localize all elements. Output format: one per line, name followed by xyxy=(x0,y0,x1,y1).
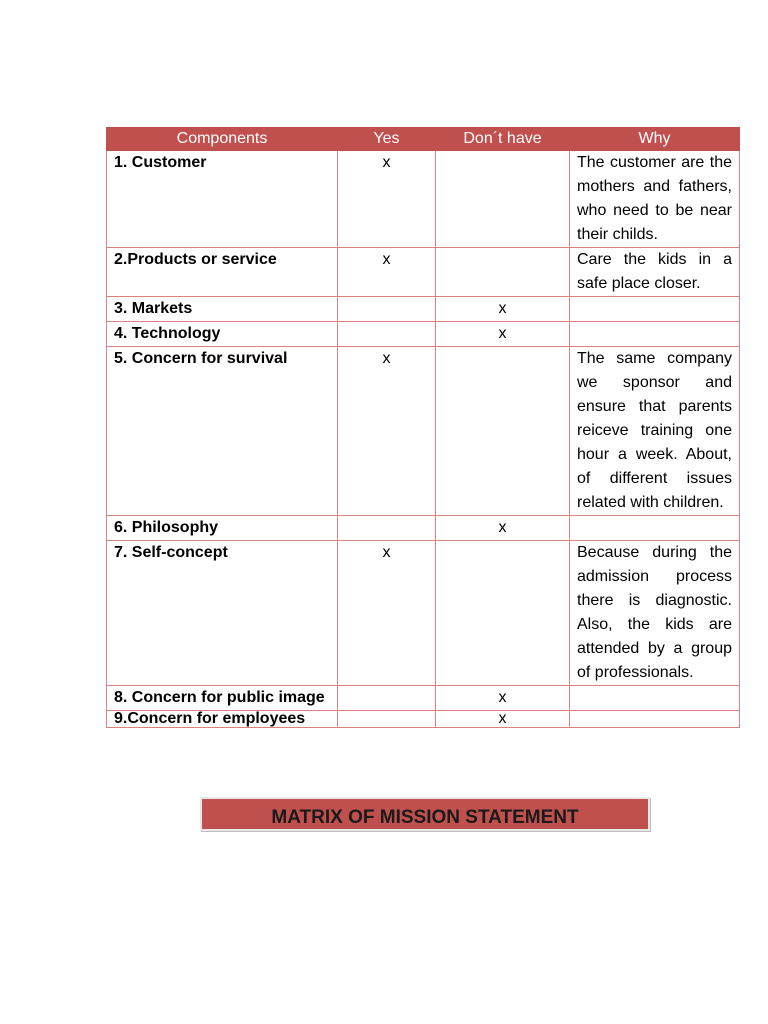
why-cell xyxy=(570,322,740,347)
yes-cell xyxy=(338,686,436,711)
table-row xyxy=(107,297,740,322)
why-cell xyxy=(570,711,740,728)
dont-have-cell: x xyxy=(436,516,570,541)
dont-have-cell xyxy=(436,541,570,686)
component-cell: 6. Philosophy xyxy=(107,516,338,541)
mission-matrix-table xyxy=(106,127,740,728)
dont-have-cell: x xyxy=(436,297,570,322)
header-why: Why xyxy=(570,128,740,151)
header-components: Components xyxy=(107,128,338,151)
component-cell: 7. Self-concept xyxy=(107,541,338,686)
table-row xyxy=(107,686,740,711)
why-cell: Because during the admission process there is diagnostic. Also, the kids are attended by a group of professionals. xyxy=(570,541,740,686)
why-cell xyxy=(570,297,740,322)
dont-have-cell xyxy=(436,151,570,248)
component-cell: 8. Concern for public image xyxy=(107,686,338,711)
component-cell: 3. Markets xyxy=(107,297,338,322)
why-cell xyxy=(570,516,740,541)
yes-cell: x xyxy=(338,541,436,686)
matrix-title-banner xyxy=(200,797,650,831)
yes-cell: x xyxy=(338,248,436,297)
why-cell xyxy=(570,686,740,711)
header-dont-have: Don´t have xyxy=(436,128,570,151)
yes-cell xyxy=(338,322,436,347)
table-row xyxy=(107,322,740,347)
dont-have-cell: x xyxy=(436,322,570,347)
table-row xyxy=(107,248,740,297)
table-row xyxy=(107,516,740,541)
dont-have-cell xyxy=(436,347,570,516)
header-yes: Yes xyxy=(338,128,436,151)
dont-have-cell xyxy=(436,248,570,297)
component-cell: 1. Customer xyxy=(107,151,338,248)
table-row xyxy=(107,541,740,686)
yes-cell xyxy=(338,516,436,541)
dont-have-cell: x xyxy=(436,686,570,711)
dont-have-cell: x xyxy=(436,711,570,728)
yes-cell: x xyxy=(338,151,436,248)
yes-cell xyxy=(338,711,436,728)
why-cell: The same company we sponsor and ensure that parents reiceve training one hour a week. About, of different issues related with children. xyxy=(570,347,740,516)
component-cell: 2.Products or service xyxy=(107,248,338,297)
component-cell: 5. Concern for survival xyxy=(107,347,338,516)
component-cell: 9.Concern for employees xyxy=(107,711,338,728)
table-header-row xyxy=(107,128,740,151)
yes-cell xyxy=(338,297,436,322)
component-cell: 4. Technology xyxy=(107,322,338,347)
yes-cell: x xyxy=(338,347,436,516)
table-row xyxy=(107,347,740,516)
table-row xyxy=(107,151,740,248)
why-cell: Care the kids in a safe place closer. xyxy=(570,248,740,297)
matrix-title: MATRIX OF MISSION STATEMENT xyxy=(271,807,579,828)
why-cell: The customer are the mothers and fathers, who need to be near their childs. xyxy=(570,151,740,248)
table-row xyxy=(107,711,740,728)
